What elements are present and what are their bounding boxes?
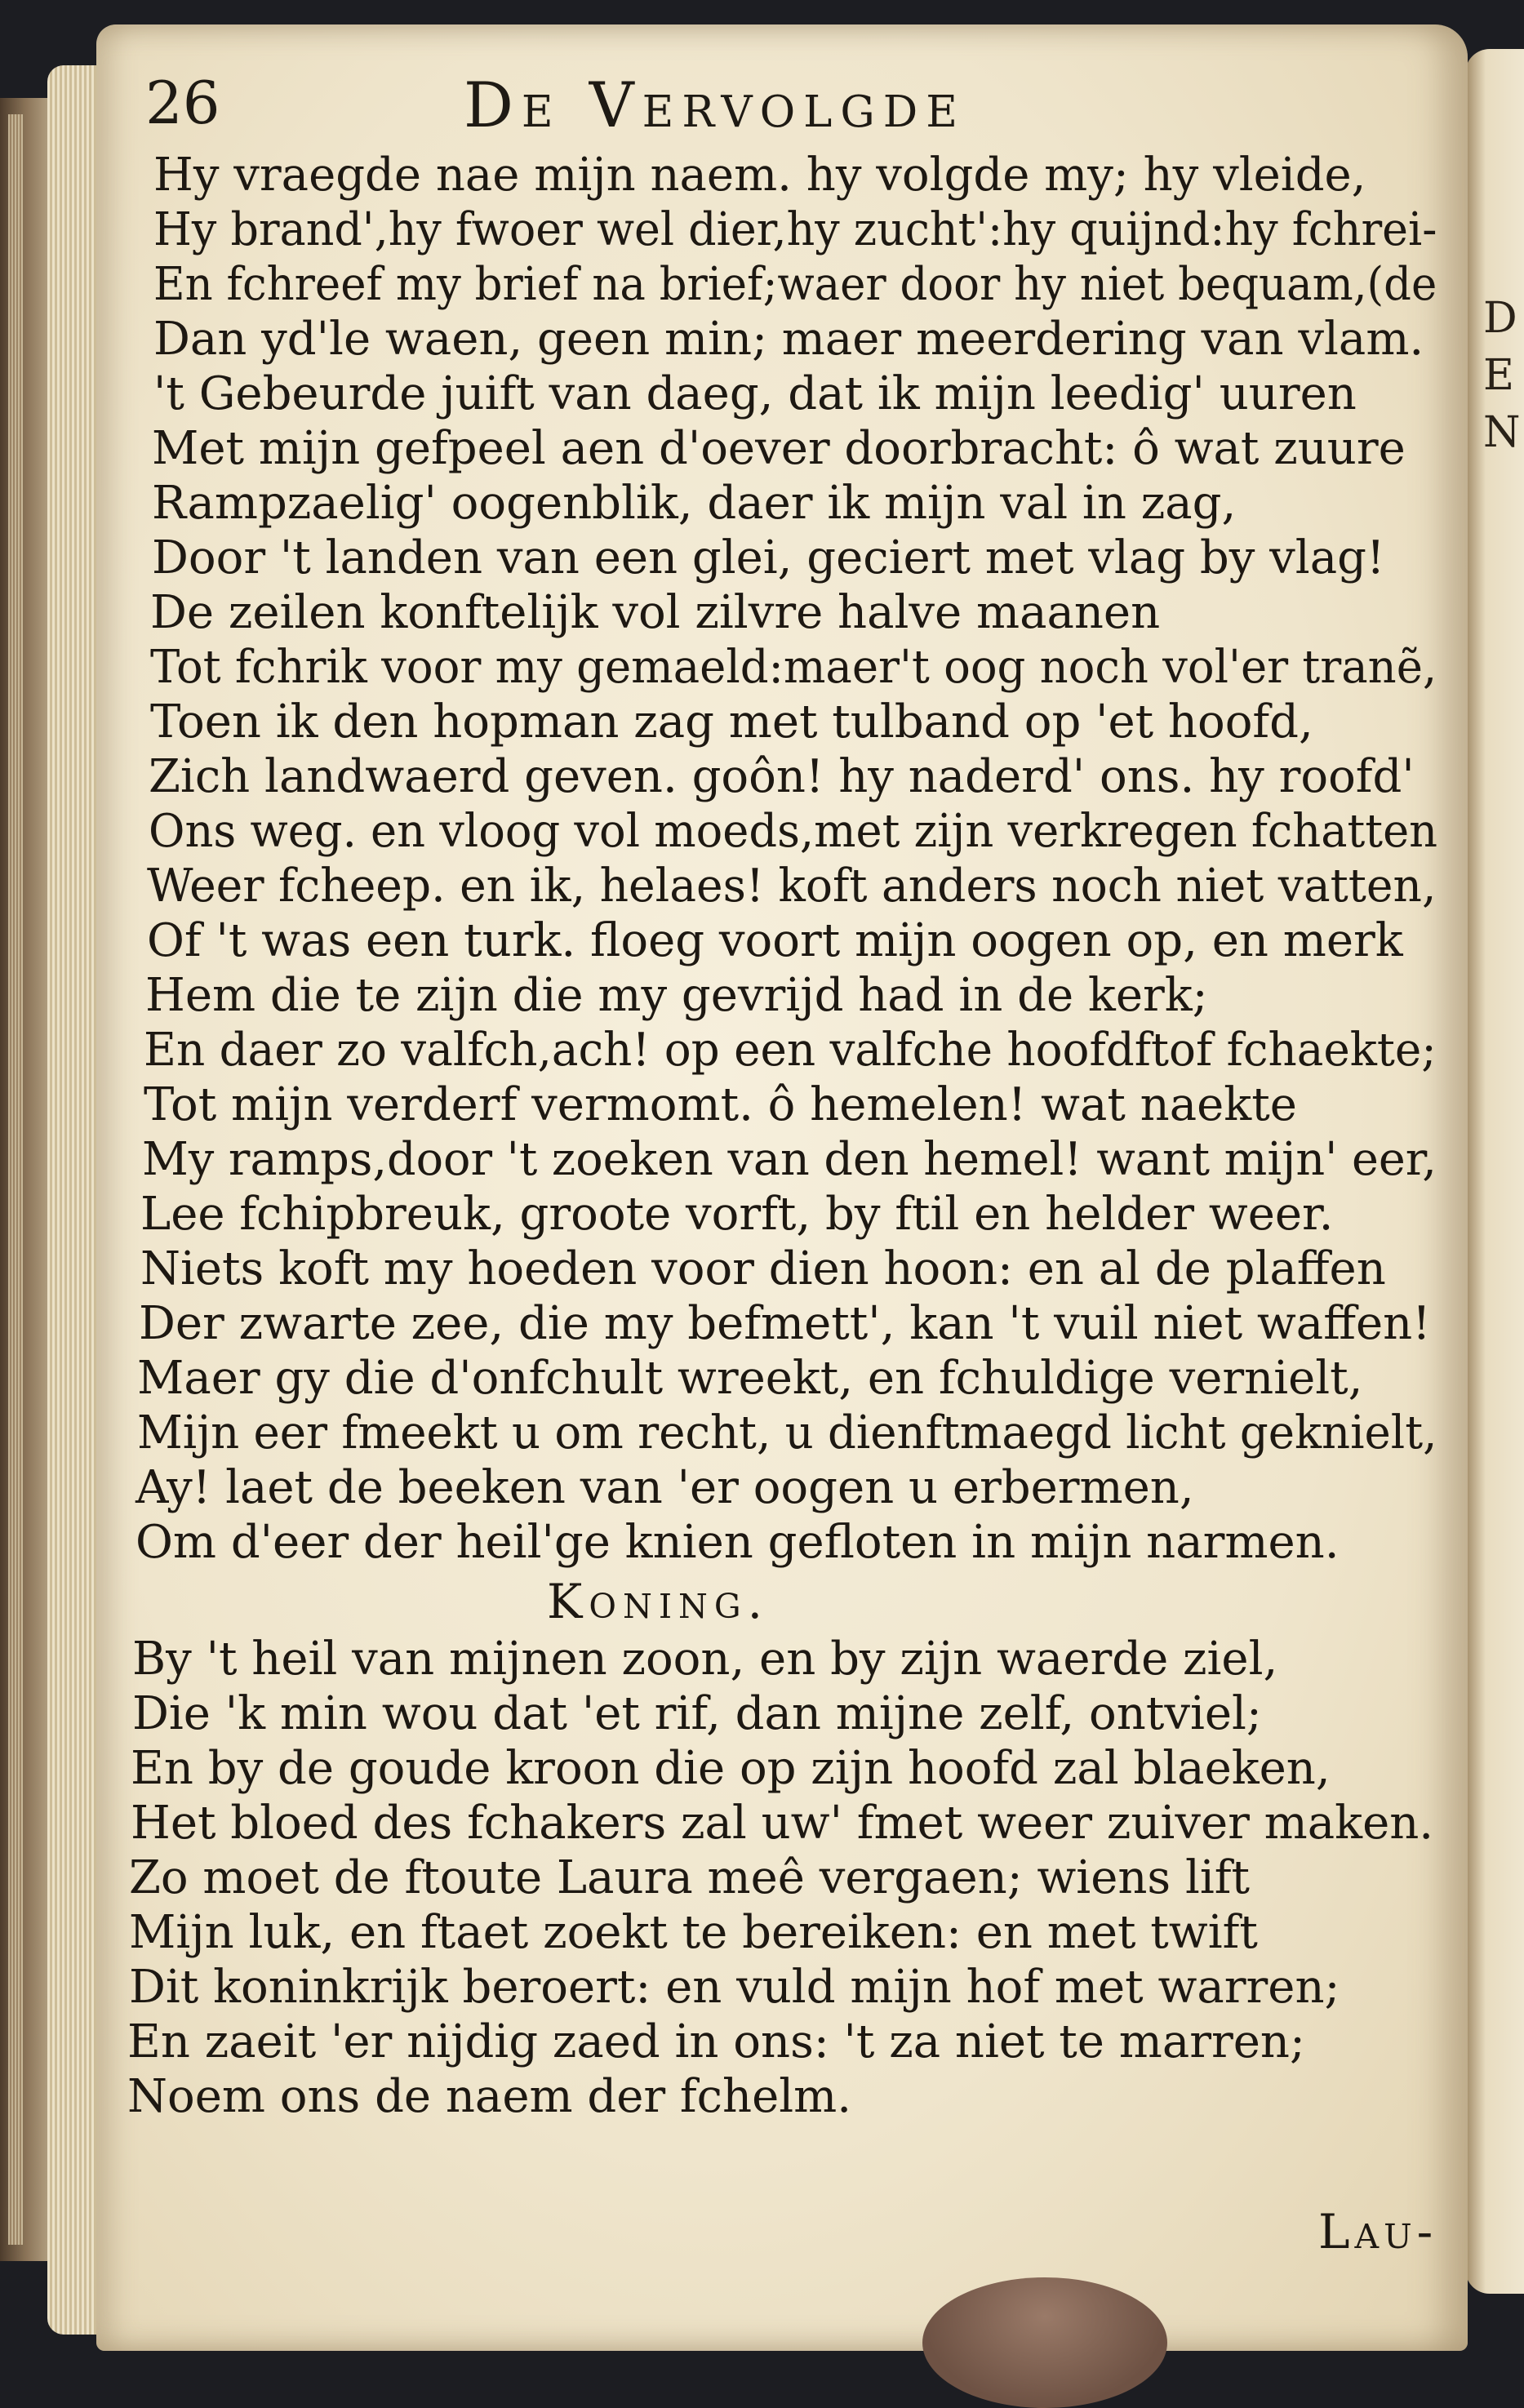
verse-line: Weer fcheep. en ik, helaes! koft anders noch niet vatten, xyxy=(147,860,1437,913)
verse-line: Hy vraegde nae mijn naem. hy volgde my; hy vleide, xyxy=(153,149,1366,202)
verse-line: Tot fchrik voor my gemaeld:maer't oog noch vol'er tranẽ, xyxy=(150,641,1437,694)
verse-line: Zich landwaerd geven. goôn! hy naderd' ons. hy roofd' xyxy=(149,750,1415,803)
verse-line: Noem ons de naem der fchelm. xyxy=(127,2070,852,2123)
catchword: Lau- xyxy=(1318,2204,1438,2259)
verse-line: En daer zo valfch,ach! op een valfche hoofdftof fchaekte; xyxy=(144,1024,1437,1077)
verse-line: Niets koft my hoeden voor dien hoon: en al de plaffen xyxy=(140,1242,1386,1295)
verse-line: Ay! laet de beeken van 'er oogen u erbermen, xyxy=(136,1461,1194,1514)
verse-line: Om d'eer der heil'ge knien gefloten in mijn narmen. xyxy=(136,1516,1340,1569)
verse-line: Tot mijn verderf vermomt. ô hemelen! wat naekte xyxy=(144,1078,1297,1131)
verse-line: En fchreef my brief na brief;waer door hy niet bequam,(de xyxy=(153,258,1437,311)
facing-page-glyph: N xyxy=(1483,408,1521,457)
verse-line: Dan yd'le waen, geen min; maer meerdering van vlam. xyxy=(153,313,1424,366)
verse-line: En by de goude kroon die op zijn hoofd zal blaeken, xyxy=(131,1742,1331,1795)
verse-line: Die 'k min wou dat 'et rif, dan mijne zelf, ontviel; xyxy=(132,1687,1262,1740)
verse-line: Hem die te zijn die my gevrijd had in de kerk; xyxy=(145,969,1208,1022)
verse-line: Het bloed des fchakers zal uw' fmet weer zuiver maken. xyxy=(131,1797,1434,1850)
page-number: 26 xyxy=(145,69,220,137)
facing-page-glyph: D xyxy=(1483,294,1517,343)
verse-line: De zeilen konftelijk vol zilvre halve maanen xyxy=(150,586,1161,639)
facing-page-glyph: E xyxy=(1483,351,1514,400)
verse-line: Mijn eer fmeekt u om recht, u dienftmaegd licht geknielt, xyxy=(137,1406,1437,1459)
verse-line: By 't heil van mijnen zoon, en by zijn waerde ziel, xyxy=(132,1633,1278,1686)
facing-page-edge xyxy=(1465,49,1524,2294)
page-header xyxy=(145,69,1223,142)
verse-line: Lee fchipbreuk, groote vorft, by ftil en helder weer. xyxy=(140,1188,1334,1241)
verse-line: Der zwarte zee, die my befmett', kan 't vuil niet waffen! xyxy=(139,1297,1431,1350)
verse-line: Toen ik den hopman zag met tulband op 'et hoofd, xyxy=(150,695,1313,749)
reader-thumb xyxy=(922,2277,1167,2408)
verse-line: Mijn luk, en ftaet zoekt te bereiken: en met twift xyxy=(129,1906,1258,1959)
speaker-label: Koning. xyxy=(547,1574,770,1629)
verse-line: En zaeit 'er nijdig zaed in ons: 't za niet te marren; xyxy=(127,2015,1305,2068)
verse-line: Hy brand',hy fwoer wel dier,hy zucht':hy quijnd:hy fchrei- xyxy=(153,203,1437,256)
verse-line: Met mijn gefpeel aen d'oever doorbracht: ô wat zuure xyxy=(152,422,1406,475)
verse-line: Ons weg. en vloog vol moeds,met zijn verkregen fchatten xyxy=(149,805,1438,858)
verse-line: My ramps,door 't zoeken van den hemel! want mijn' eer, xyxy=(142,1133,1437,1186)
verse-line: Of 't was een turk. floeg voort mijn oogen op, en merk xyxy=(147,914,1403,967)
verse-line: Maer gy die d'onfchult wreekt, en fchuldige vernielt, xyxy=(137,1352,1363,1405)
verse-line: Dit koninkrijk beroert: en vuld mijn hof met warren; xyxy=(129,1961,1340,2014)
verse-line: Rampzaelig' oogenblik, daer ik mijn val in zag, xyxy=(152,477,1237,530)
verse-line: Zo moet de ftoute Laura meê vergaen; wiens lift xyxy=(129,1851,1251,1904)
verse-line: 't Gebeurde juift van daeg, dat ik mijn leedig' uuren xyxy=(153,367,1357,420)
verse-line: Door 't landen van een glei, geciert met vlag by vlag! xyxy=(152,531,1385,584)
running-head: De Vervolgde xyxy=(464,69,966,141)
